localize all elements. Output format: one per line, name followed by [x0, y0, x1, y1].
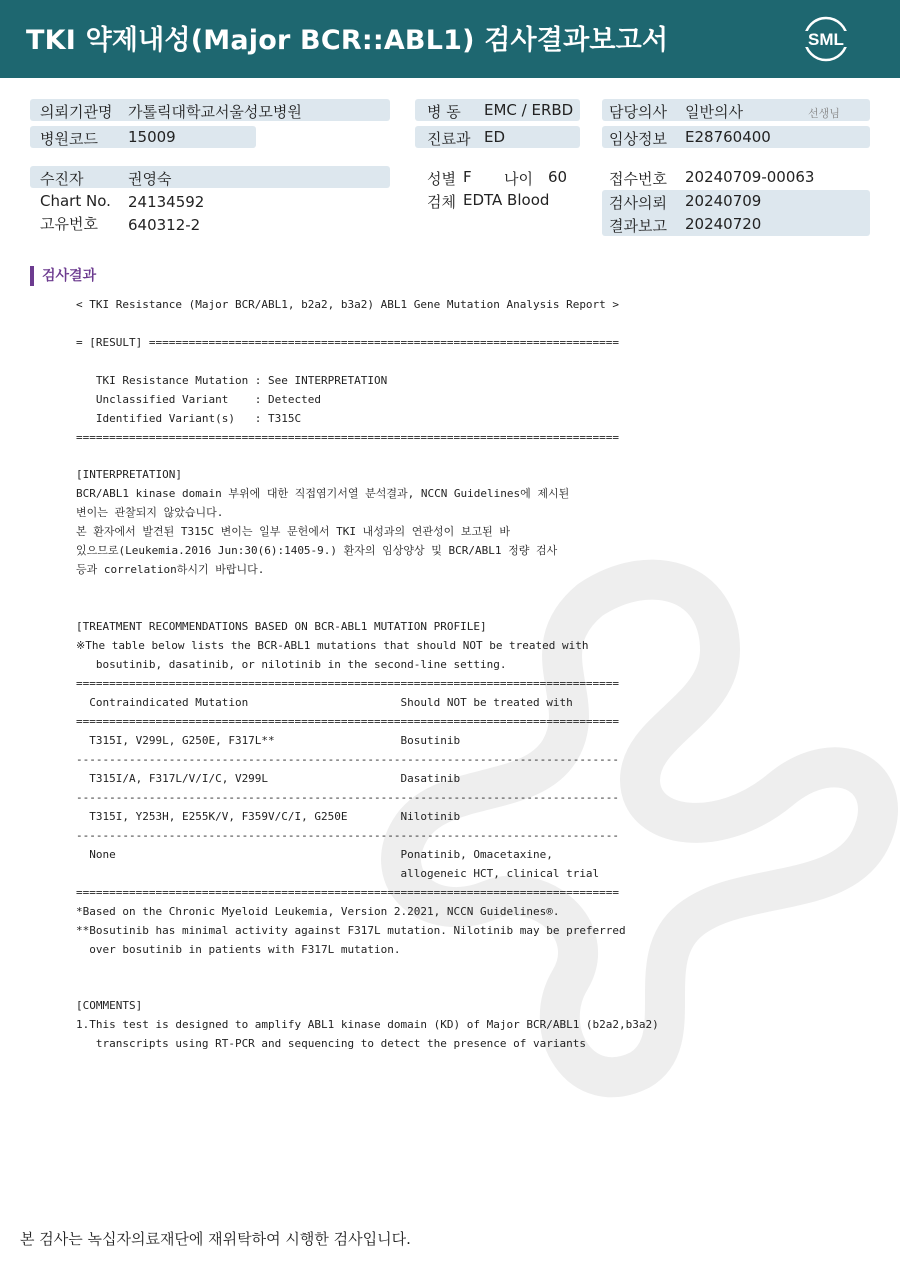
uid-value: 640312-2	[128, 216, 201, 234]
report-header	[0, 0, 900, 78]
interpretation-line: BCR/ABL1 kinase domain 부위에 대한 직접염기서열 분석결과, NCCN Guidelines에 제시된	[76, 487, 570, 500]
interpretation-header: [INTERPRETATION]	[76, 468, 182, 481]
table-row: T315I, V299L, G250E, F317L** Bosutinib	[76, 734, 461, 747]
uid-label: 고유번호	[40, 215, 98, 233]
divider-line: ----------------------------------------------------------------------------------	[76, 791, 620, 804]
table-row: allogeneic HCT, clinical trial	[76, 867, 600, 880]
chart-label: Chart No.	[40, 192, 111, 210]
dept-label: 진료과	[427, 130, 471, 148]
svg-text:SML: SML	[808, 30, 844, 49]
doctor-suffix: 선생님	[808, 107, 840, 120]
request-value: 20240709	[685, 192, 762, 210]
receipt-value: 20240709-00063	[685, 168, 815, 186]
report-date-value: 20240720	[685, 215, 762, 233]
footer-note: 본 검사는 녹십자의료재단에 재위탁하여 시행한 검사입니다.	[20, 1230, 411, 1248]
treatment-note: bosutinib, dasatinib, or nilotinib in the second-line setting.	[76, 658, 507, 671]
result-line: Unclassified Variant : Detected	[76, 393, 322, 406]
table-row: T315I, Y253H, E255K/V, F359V/C/I, G250E Nilotinib	[76, 810, 461, 823]
table-row: T315I/A, F317L/V/I/C, V299L Dasatinib	[76, 772, 461, 785]
patient-value: 권영숙	[128, 170, 172, 188]
divider-line: ==================================================================================	[76, 715, 620, 728]
comment-line: 1.This test is designed to amplify ABL1 kinase domain (KD) of Major BCR/ABL1 (b2a2,b3a2)	[76, 1018, 659, 1031]
divider-line: ==================================================================================	[76, 431, 620, 444]
age-label: 나이	[504, 170, 533, 188]
result-line: TKI Resistance Mutation : See INTERPRETATION	[76, 374, 388, 387]
treatment-note: ※The table below lists the BCR-ABL1 mutations that should NOT be treated with	[76, 639, 589, 652]
interpretation-line: 변이는 관찰되지 않았습니다.	[76, 506, 224, 519]
sex-value: F	[463, 168, 472, 186]
divider-line: ----------------------------------------------------------------------------------	[76, 753, 620, 766]
ward-label: 병 동	[427, 103, 461, 121]
comments-header: [COMMENTS]	[76, 999, 143, 1012]
sml-logo	[800, 14, 852, 64]
interpretation-line: 등과 correlation하시기 바랍니다.	[76, 563, 265, 576]
report-date-label: 결과보고	[609, 217, 667, 235]
hospital-code-label: 병원코드	[40, 130, 98, 148]
chart-value: 24134592	[128, 193, 205, 211]
specimen-label: 검체	[427, 193, 456, 211]
dept-value: ED	[484, 128, 506, 146]
table-row: None Ponatinib, Omacetaxine,	[76, 848, 553, 861]
age-value: 60	[548, 168, 568, 186]
interpretation-line: 본 환자에서 발견된 T315C 변이는 일부 문헌에서 TKI 내성과의 연관성이 보고된 바	[76, 525, 510, 538]
institution-value: 가톨릭대학교서울성모병원	[128, 103, 302, 121]
institution-label: 의뢰기관명	[40, 103, 113, 121]
ward-value: EMC / ERBD	[484, 101, 574, 119]
specimen-value: EDTA Blood	[463, 191, 550, 209]
clinical-value: E28760400	[685, 128, 771, 146]
report-title: TKI 약제내성(Major BCR::ABL1) 검사결과보고서	[26, 25, 669, 56]
doctor-label: 담당의사	[609, 103, 667, 121]
report-heading: < TKI Resistance (Major BCR/ABL1, b2a2, b3a2) ABL1 Gene Mutation Analysis Report >	[76, 298, 620, 311]
receipt-label: 접수번호	[609, 170, 667, 188]
divider-line: ----------------------------------------------------------------------------------	[76, 829, 620, 842]
footnote: **Bosutinib has minimal activity against F317L mutation. Nilotinib may be preferred	[76, 924, 626, 937]
clinical-label: 임상정보	[609, 130, 667, 148]
doctor-value: 일반의사	[685, 103, 743, 121]
patient-label: 수진자	[40, 170, 84, 188]
result-line: Identified Variant(s) : T315C	[76, 412, 302, 425]
section-title: 검사결과	[30, 266, 96, 286]
request-label: 검사의뢰	[609, 194, 667, 212]
comment-line: transcripts using RT-PCR and sequencing to detect the presence of variants	[76, 1037, 586, 1050]
footnote: *Based on the Chronic Myeloid Leukemia, Version 2.2021, NCCN Guidelines®.	[76, 905, 560, 918]
divider-line: ==================================================================================	[76, 886, 620, 899]
table-header: Contraindicated Mutation Should NOT be treated with	[76, 696, 573, 709]
result-header: = [RESULT] =======================================================================	[76, 336, 620, 349]
footnote: over bosutinib in patients with F317L mutation.	[76, 943, 401, 956]
hospital-code-value: 15009	[128, 128, 176, 146]
interpretation-line: 있으므로(Leukemia.2016 Jun:30(6):1405-9.) 환자의 임상양상 및 BCR/ABL1 정량 검사	[76, 544, 558, 557]
patient-bar	[30, 166, 390, 188]
treatment-header: [TREATMENT RECOMMENDATIONS BASED ON BCR-ABL1 MUTATION PROFILE]	[76, 620, 487, 633]
divider-line: ==================================================================================	[76, 677, 620, 690]
sex-label: 성별	[427, 170, 456, 188]
